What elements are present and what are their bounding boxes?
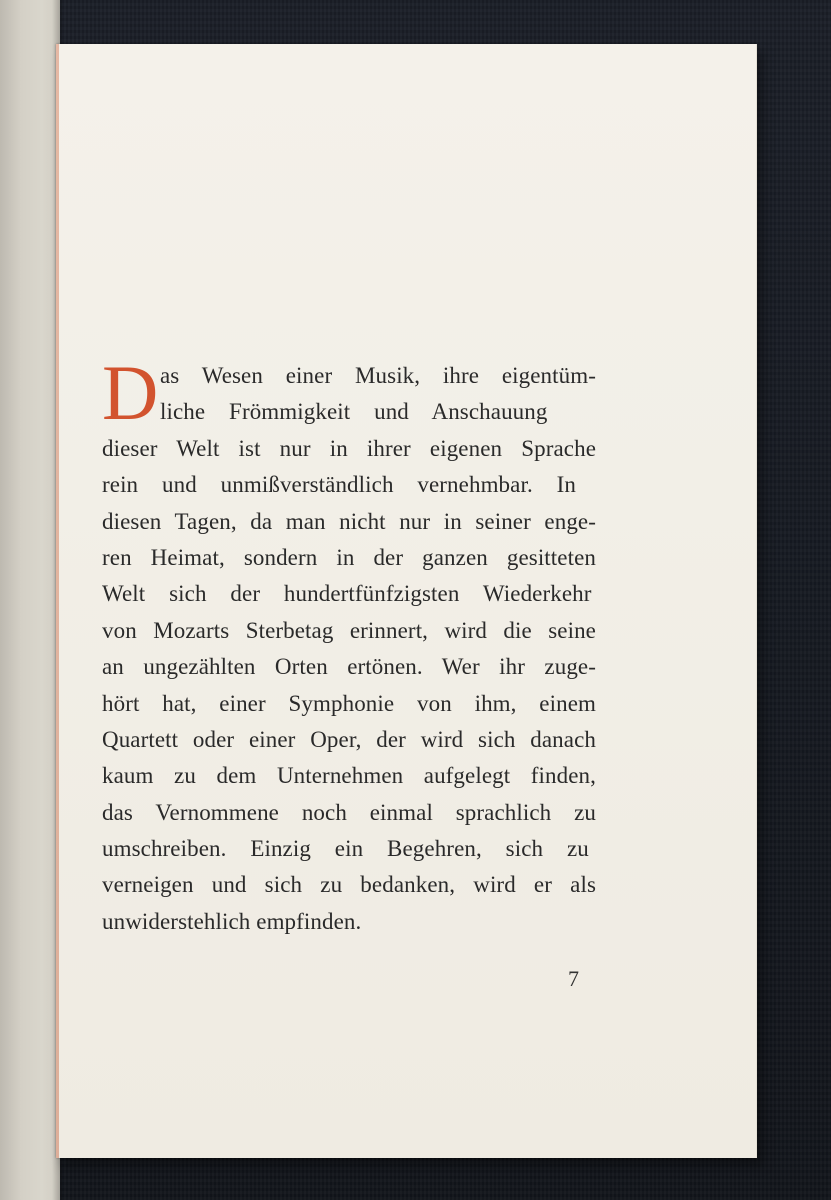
book-page — [56, 44, 757, 1158]
text-line-3: dieser Welt ist nur in ihrer eigenen Sprache — [102, 435, 596, 461]
text-line-6: ren Heimat, sondern in der ganzen gesitteten — [102, 544, 596, 570]
book-cover-edge — [0, 0, 60, 1200]
text-line-12: kaum zu dem Unternehmen aufgelegt finden, — [102, 763, 596, 789]
text-line-15: verneigen und sich zu bedanken, wird er als — [102, 872, 596, 898]
text-line-5: diesen Tagen, da man nicht nur in seiner enge- — [102, 508, 596, 534]
text-line-10: hört hat, einer Symphonie von ihm, einem — [102, 690, 596, 716]
page-number: 7 — [568, 966, 579, 991]
text-line-16: unwiderstehlich empfinden. — [102, 908, 362, 934]
text-line-4: rein und unmißverständlich vernehmbar. In — [102, 472, 577, 498]
text-line-2: liche Frömmigkeit und Anschauung — [160, 399, 548, 425]
drop-cap: D — [102, 349, 159, 436]
text-line-1: as Wesen einer Musik, ihre eigentüm- — [160, 363, 596, 388]
text-line-13: das Vernommene noch einmal sprachlich zu — [102, 799, 596, 825]
text-line-11: Quartett oder einer Oper, der wird sich danach — [102, 726, 596, 752]
page-edge — [56, 44, 59, 1158]
text-line-8: von Mozarts Sterbetag erinnert, wird die seine — [102, 617, 596, 643]
text-line-7: Welt sich der hundertfünfzigsten Wiederkehr — [102, 581, 592, 607]
body-text — [102, 349, 596, 940]
text-line-14: umschreiben. Einzig ein Begehren, sich zu — [102, 836, 589, 862]
text-line-9: an ungezählten Orten ertönen. Wer ihr zuge- — [102, 654, 596, 680]
